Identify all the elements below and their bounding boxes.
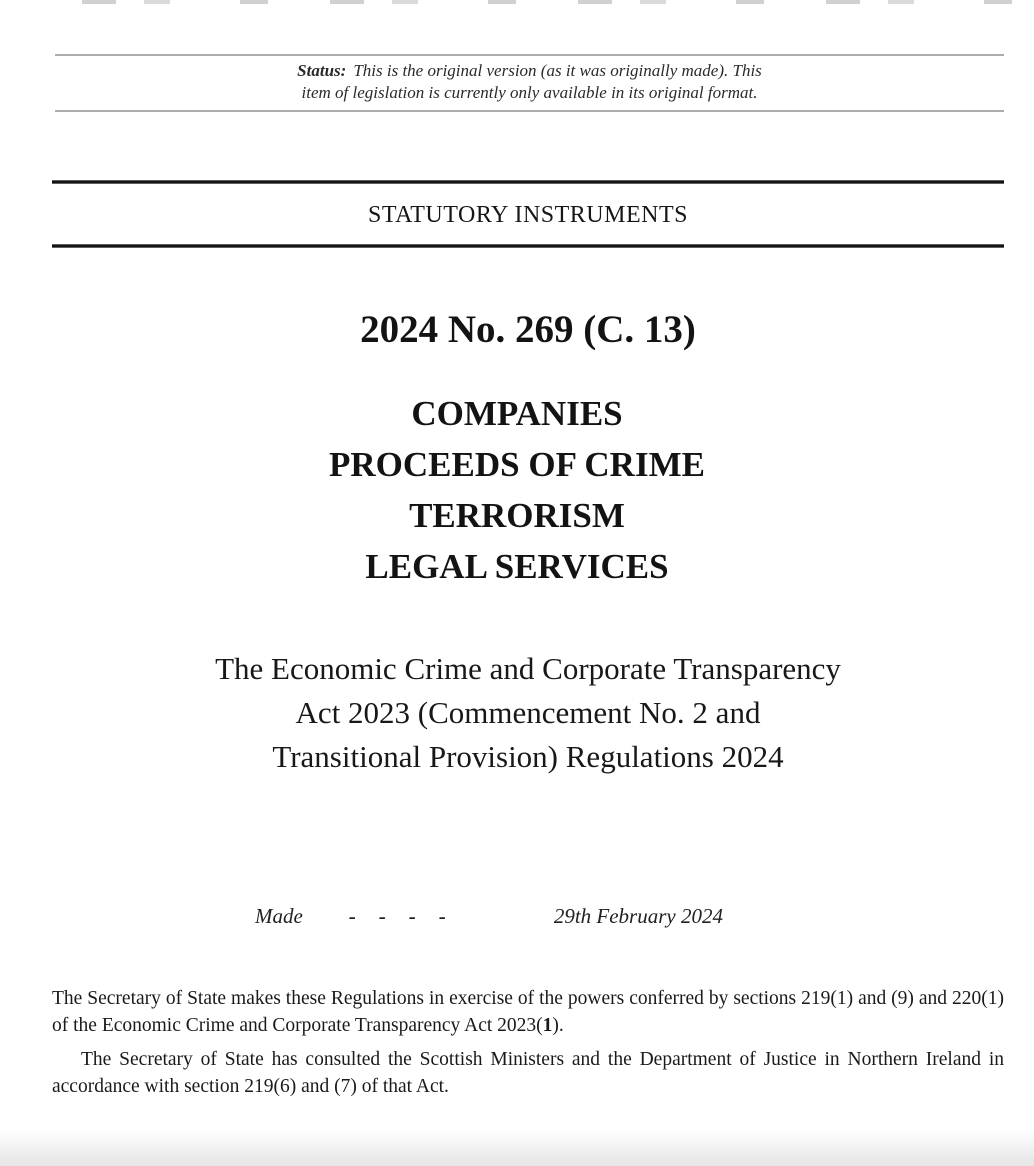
preamble-paragraph-1-text: The Secretary of State makes these Regulations in exercise of the powers conferred by sections 219(1) and (9) and 220(1) of the Economic Crime and Corporate Transparency Act 2023( bbox=[52, 988, 1004, 1036]
cropped-previous-content bbox=[82, 0, 1032, 4]
status-banner bbox=[55, 54, 1004, 112]
made-dash: - bbox=[348, 904, 356, 928]
made-dash: - bbox=[378, 904, 386, 928]
preamble-paragraph-1-end: ). bbox=[552, 1015, 564, 1036]
regulation-title-line3: Transitional Provision) Regulations 2024 bbox=[272, 739, 784, 774]
made-dash: - bbox=[408, 904, 416, 928]
preamble-paragraph-1 bbox=[52, 985, 1004, 1039]
subject-headings bbox=[0, 388, 1034, 592]
status-text-line1: This is the original version (as it was originally made). This bbox=[353, 61, 762, 80]
subject-legal-services: LEGAL SERVICES bbox=[365, 547, 669, 586]
made-dashes bbox=[349, 903, 446, 929]
si-number-heading: 2024 No. 269 (C. 13) bbox=[360, 308, 696, 351]
footnote-reference-1[interactable]: 1 bbox=[542, 1015, 553, 1036]
subject-terrorism: TERRORISM bbox=[409, 496, 625, 535]
page-bottom-shadow bbox=[0, 1128, 1034, 1166]
regulation-title bbox=[52, 647, 1004, 779]
made-date: 29th February 2024 bbox=[553, 904, 723, 928]
made-date-row bbox=[0, 903, 1034, 929]
subject-proceeds-of-crime: PROCEEDS OF CRIME bbox=[329, 445, 705, 484]
subject-companies: COMPANIES bbox=[411, 394, 623, 433]
divider-rule-top bbox=[52, 180, 1004, 184]
divider-rule-bottom bbox=[52, 244, 1004, 248]
status-text-line2: item of legislation is currently only available in its original format. bbox=[301, 83, 758, 102]
preamble-paragraph-2: The Secretary of State has consulted the Scottish Ministers and the Department of Justice in Northern Ireland in accordance with section 219(6) and (7) of that Act. bbox=[52, 1049, 1004, 1097]
regulation-title-line2: Act 2023 (Commencement No. 2 and bbox=[295, 695, 761, 730]
series-heading: STATUTORY INSTRUMENTS bbox=[368, 202, 688, 228]
made-dash: - bbox=[438, 904, 446, 928]
made-label: Made bbox=[255, 904, 303, 928]
status-label: Status: bbox=[297, 61, 347, 80]
regulation-title-line1: The Economic Crime and Corporate Transparency bbox=[215, 651, 841, 686]
